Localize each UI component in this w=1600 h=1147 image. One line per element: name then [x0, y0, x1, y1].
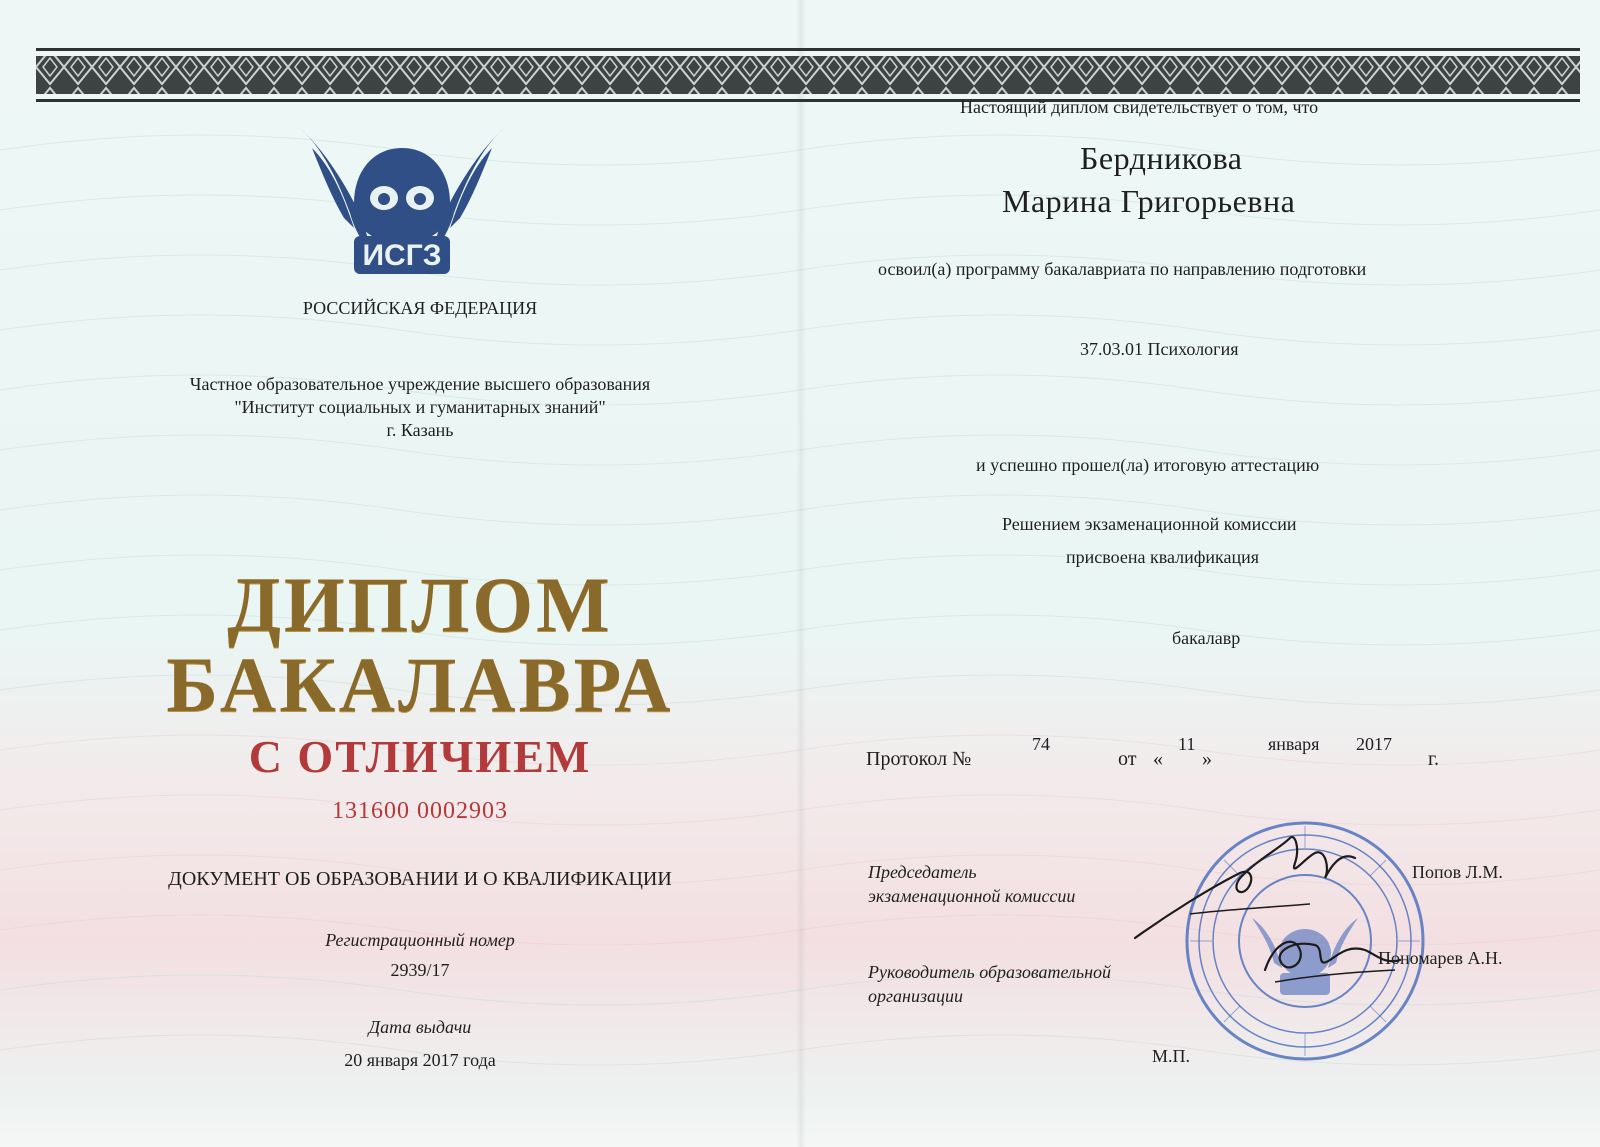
quote-open: « — [1153, 748, 1163, 770]
head-name: Пономарев А.Н. — [1378, 948, 1503, 968]
institution-city: г. Казань — [386, 420, 454, 440]
registration-label: Регистрационный номер — [325, 930, 515, 950]
logo-text: ИСГЗ — [362, 239, 442, 272]
protocol-label: Протокол № — [866, 748, 972, 770]
issue-date: 20 января 2017 года — [344, 1050, 496, 1070]
protocol-day: 11 — [1178, 734, 1196, 754]
chair-title-line1: Председатель — [868, 862, 977, 882]
chair-title-line2: экзаменационной комиссии — [868, 886, 1076, 906]
protocol-number: 74 — [1032, 734, 1050, 754]
program-name: 37.03.01 Психология — [1080, 339, 1239, 359]
chair-name: Попов Л.М. — [1412, 862, 1503, 882]
graduate-given-names: Марина Григорьевна — [1002, 183, 1296, 219]
document-type: ДОКУМЕНТ ОБ ОБРАЗОВАНИИ И О КВАЛИФИКАЦИИ — [168, 868, 672, 890]
country-label: РОССИЙСКАЯ ФЕДЕРАЦИЯ — [302, 298, 538, 318]
seal-place-label: М.П. — [1152, 1046, 1191, 1066]
institution-line2: "Институт социальных и гуманитарных знаний" — [234, 397, 606, 417]
attestation-statement: и успешно прошел(ла) итоговую аттестацию — [976, 455, 1320, 475]
honors-label: С ОТЛИЧИЕМ — [248, 731, 592, 782]
diploma-title-line1: ДИПЛОМ — [227, 561, 613, 648]
decorative-band — [36, 48, 1580, 102]
serial-number: 131600 0002903 — [332, 798, 508, 824]
protocol-year: 2017 — [1356, 734, 1392, 754]
head-title-line1: Руководитель образовательной — [868, 962, 1112, 982]
year-suffix: г. — [1428, 748, 1439, 770]
protocol-month: января — [1268, 734, 1320, 754]
intro-text: Настоящий диплом свидетельствует о том, что — [960, 97, 1319, 117]
owl-logo-icon — [292, 118, 512, 288]
head-title-line2: организации — [868, 986, 963, 1006]
quote-close: » — [1202, 748, 1212, 770]
decision-line1: Решением экзаменационной комиссии — [1002, 514, 1297, 534]
decision-line2: присвоена квалификация — [1066, 547, 1260, 567]
institution-line1: Частное образовательное учреждение высшего образования — [189, 374, 651, 394]
graduate-surname: Бердникова — [1080, 140, 1243, 176]
qualification: бакалавр — [1172, 628, 1241, 648]
diploma-title-line2: БАКАЛАВРА — [166, 641, 674, 728]
program-statement: освоил(а) программу бакалавриата по направлению подготовки — [878, 259, 1367, 279]
issue-date-label: Дата выдачи — [368, 1017, 472, 1037]
registration-number: 2939/17 — [390, 960, 450, 980]
protocol-from-label: от — [1118, 748, 1137, 770]
